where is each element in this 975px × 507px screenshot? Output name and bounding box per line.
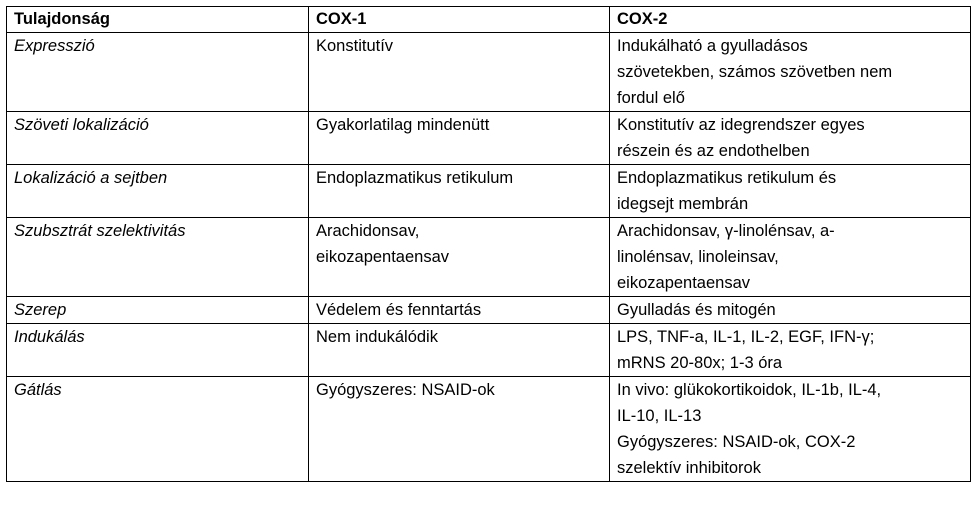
cox1-cell bbox=[309, 297, 610, 324]
table-row bbox=[7, 218, 971, 297]
cox2-cell-line: Indukálható a gyulladásos bbox=[617, 37, 808, 55]
property-cell: Szöveti lokalizáció bbox=[7, 112, 309, 165]
cox2-cell bbox=[610, 165, 971, 218]
cox1-cell-line: Konstitutív bbox=[316, 37, 394, 55]
cox2-cell-line: Gyógyszeres: NSAID-ok, COX-2 bbox=[617, 433, 856, 451]
cox1-cell bbox=[309, 33, 610, 112]
table-row bbox=[7, 377, 971, 482]
cox2-cell-line: szelektív inhibitorok bbox=[617, 459, 761, 477]
cox1-cell-line: Nem indukálódik bbox=[316, 328, 438, 346]
header-row bbox=[7, 7, 971, 33]
cox1-cell-line: Gyakorlatilag mindenütt bbox=[316, 116, 490, 134]
property-cell: Gátlás bbox=[7, 377, 309, 482]
table-row bbox=[7, 165, 971, 218]
property-cell: Expresszió bbox=[7, 33, 309, 112]
cox2-cell-line: Endoplazmatikus retikulum és bbox=[617, 169, 837, 187]
cox2-cell bbox=[610, 297, 971, 324]
cox1-cell-line: Védelem és fenntartás bbox=[316, 301, 482, 319]
cox1-cell-line: Gyógyszeres: NSAID-ok bbox=[316, 381, 495, 399]
cox1-cell bbox=[309, 112, 610, 165]
cox2-cell bbox=[610, 112, 971, 165]
property-cell: Lokalizáció a sejtben bbox=[7, 165, 309, 218]
cox2-cell bbox=[610, 218, 971, 297]
property-cell: Indukálás bbox=[7, 324, 309, 377]
cox2-cell-line: LPS, TNF-a, IL-1, IL-2, EGF, IFN-γ; bbox=[617, 328, 875, 346]
cox2-cell bbox=[610, 33, 971, 112]
cox1-cell bbox=[309, 377, 610, 482]
cox2-cell-line: In vivo: glükokortikoidok, IL-1b, IL-4, bbox=[617, 381, 882, 399]
cox2-cell-line: eikozapentaensav bbox=[617, 274, 751, 292]
cox2-cell bbox=[610, 324, 971, 377]
comparison-table bbox=[6, 6, 971, 482]
cox1-cell-line: Endoplazmatikus retikulum bbox=[316, 169, 514, 187]
cox2-cell-line: részein és az endothelben bbox=[617, 142, 810, 160]
cox2-cell-line: mRNS 20-80x; 1-3 óra bbox=[617, 354, 783, 372]
cox2-cell-line: idegsejt membrán bbox=[617, 195, 749, 213]
header-cox1: COX-1 bbox=[309, 7, 610, 33]
header-cox2: COX-2 bbox=[610, 7, 971, 33]
cox2-cell-line: fordul elő bbox=[617, 89, 685, 107]
property-cell: Szerep bbox=[7, 297, 309, 324]
cox1-cell bbox=[309, 165, 610, 218]
cox2-cell bbox=[610, 377, 971, 482]
header-property: Tulajdonság bbox=[7, 7, 309, 33]
cox1-cell-line: eikozapentaensav bbox=[316, 248, 450, 266]
table-row bbox=[7, 297, 971, 324]
cox2-cell-line: Arachidonsav, γ-linolénsav, a- bbox=[617, 222, 835, 240]
cox2-cell-line: Gyulladás és mitogén bbox=[617, 301, 776, 319]
cox1-cell bbox=[309, 218, 610, 297]
table-row bbox=[7, 33, 971, 112]
cox2-cell-line: IL-10, IL-13 bbox=[617, 407, 702, 425]
cox2-cell-line: szövetekben, számos szövetben nem bbox=[617, 63, 893, 81]
cox1-cell bbox=[309, 324, 610, 377]
table-row bbox=[7, 324, 971, 377]
cox1-cell-line: Arachidonsav, bbox=[316, 222, 420, 240]
cox2-cell-line: Konstitutív az idegrendszer egyes bbox=[617, 116, 865, 134]
property-cell: Szubsztrát szelektivitás bbox=[7, 218, 309, 297]
table-row bbox=[7, 112, 971, 165]
cox2-cell-line: linolénsav, linoleinsav, bbox=[617, 248, 779, 266]
